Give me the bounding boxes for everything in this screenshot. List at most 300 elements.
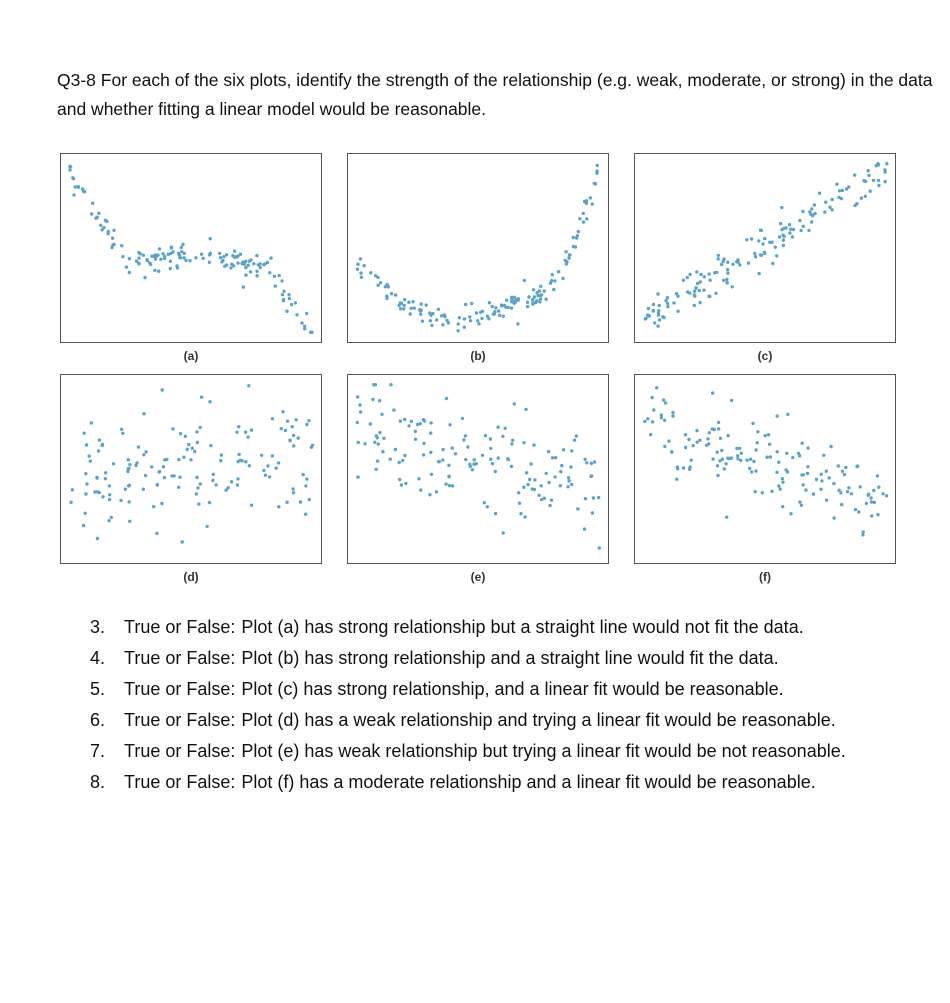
data-point (872, 179, 875, 182)
data-point (156, 253, 159, 256)
data-point (282, 290, 285, 293)
question-item (90, 705, 930, 736)
data-point (716, 464, 719, 467)
data-point (531, 301, 534, 304)
data-point (761, 242, 764, 245)
data-point (382, 437, 385, 440)
data-point (300, 321, 303, 324)
data-point (374, 383, 377, 386)
data-point (693, 304, 696, 307)
data-point (782, 227, 785, 230)
data-point (644, 317, 647, 320)
data-point (761, 491, 764, 494)
data-point (255, 254, 258, 257)
data-point (585, 461, 588, 464)
data-point (292, 491, 295, 494)
data-point (486, 315, 489, 318)
question-number: 8. (90, 772, 106, 792)
data-point (71, 488, 74, 491)
data-point (101, 444, 104, 447)
data-point (137, 261, 140, 264)
data-point (127, 484, 130, 487)
data-point (693, 293, 696, 296)
data-point (171, 427, 174, 430)
data-point (357, 441, 360, 444)
data-point (754, 448, 757, 451)
data-point (532, 288, 535, 291)
data-point (84, 512, 87, 515)
data-point (684, 446, 687, 449)
data-point (820, 479, 823, 482)
question-text: Plot (f) has a moderate relationship and a linear fit would be reasonable. (241, 772, 816, 792)
data-point (237, 425, 240, 428)
data-point (422, 442, 425, 445)
scatter-plot-f (634, 374, 896, 564)
data-point (149, 263, 152, 266)
data-point (266, 464, 269, 467)
data-point (650, 396, 653, 399)
data-point (305, 423, 308, 426)
question-number: 3. (90, 617, 106, 637)
data-point (195, 492, 198, 495)
data-point (567, 256, 570, 259)
data-point (96, 537, 99, 540)
data-point (862, 530, 865, 533)
data-point (191, 447, 194, 450)
data-point (200, 396, 203, 399)
data-point (181, 243, 184, 246)
data-point (698, 301, 701, 304)
data-point (159, 258, 162, 261)
data-point (463, 326, 466, 329)
data-point (837, 489, 840, 492)
data-point (583, 527, 586, 530)
data-point (69, 501, 72, 504)
data-point (358, 403, 361, 406)
data-point (108, 484, 111, 487)
data-point (248, 260, 251, 263)
data-point (236, 261, 239, 264)
data-point (646, 313, 649, 316)
data-point (244, 273, 247, 276)
data-point (791, 456, 794, 459)
data-point (789, 512, 792, 515)
data-point (813, 203, 816, 206)
data-point (584, 497, 587, 500)
data-point (717, 257, 720, 260)
data-point (120, 244, 123, 247)
data-point (545, 472, 548, 475)
data-point (398, 478, 401, 481)
question-text: Plot (c) has strong relationship, and a linear fit would be reasonable. (241, 679, 784, 699)
data-point (497, 456, 500, 459)
data-point (469, 465, 472, 468)
data-point (647, 307, 650, 310)
data-point (785, 452, 788, 455)
data-point (284, 429, 287, 432)
data-point (435, 490, 438, 493)
data-point (97, 212, 100, 215)
data-point (208, 261, 211, 264)
data-point (591, 511, 594, 514)
data-point (376, 459, 379, 462)
data-point (195, 430, 198, 433)
data-point (208, 501, 211, 504)
data-point (195, 476, 198, 479)
data-point (765, 456, 768, 459)
data-point (187, 443, 190, 446)
data-point (494, 306, 497, 309)
data-point (869, 190, 872, 193)
data-point (124, 488, 127, 491)
data-point (818, 192, 821, 195)
data-point (376, 284, 379, 287)
data-point (255, 274, 258, 277)
data-point (163, 458, 166, 461)
data-point (657, 311, 660, 314)
data-point (212, 473, 215, 476)
data-point (158, 247, 161, 250)
data-point (242, 285, 245, 288)
data-point (583, 458, 586, 461)
data-point (859, 485, 862, 488)
data-point (475, 311, 478, 314)
data-point (378, 431, 381, 434)
data-point (137, 256, 140, 259)
question-text: Plot (a) has strong relationship but a straight line would not fit the data. (241, 617, 804, 637)
data-point (686, 276, 689, 279)
data-point (264, 474, 267, 477)
data-point (754, 255, 757, 258)
data-point (569, 465, 572, 468)
data-point (819, 488, 822, 491)
data-point (297, 436, 300, 439)
data-point (209, 444, 212, 447)
data-point (292, 434, 295, 437)
data-point (271, 417, 274, 420)
data-point (781, 505, 784, 508)
data-point (666, 302, 669, 305)
data-point (574, 245, 577, 248)
data-point (738, 263, 741, 266)
data-point (307, 419, 310, 422)
data-point (278, 274, 281, 277)
data-point (142, 453, 145, 456)
data-point (379, 281, 382, 284)
data-point (469, 319, 472, 322)
data-point (128, 463, 131, 466)
data-point (510, 442, 513, 445)
data-point (540, 293, 543, 296)
data-point (775, 254, 778, 257)
data-point (690, 459, 693, 462)
data-point (188, 259, 191, 262)
data-point (699, 280, 702, 283)
data-point (691, 444, 694, 447)
data-point (646, 417, 649, 420)
data-point (98, 491, 101, 494)
data-point (454, 452, 457, 455)
data-point (294, 418, 297, 421)
data-point (153, 269, 156, 272)
data-point (163, 476, 166, 479)
data-point (510, 300, 513, 303)
data-point (421, 320, 424, 323)
data-point (759, 253, 762, 256)
data-point (88, 454, 91, 457)
data-point (255, 270, 258, 273)
data-point (801, 210, 804, 213)
data-point (98, 438, 101, 441)
data-point (170, 474, 173, 477)
data-point (235, 431, 238, 434)
data-point (390, 292, 393, 295)
data-point (491, 462, 494, 465)
data-point (77, 186, 80, 189)
data-point (423, 419, 426, 422)
data-point (671, 411, 674, 414)
data-point (143, 276, 146, 279)
data-point (592, 496, 595, 499)
data-point (414, 438, 417, 441)
data-point (369, 422, 372, 425)
data-point (709, 279, 712, 282)
data-point (237, 453, 240, 456)
data-point (359, 257, 362, 260)
data-point (675, 478, 678, 481)
data-point (230, 480, 233, 483)
data-point (240, 262, 243, 265)
data-point (443, 313, 446, 316)
data-point (562, 448, 565, 451)
data-point (145, 258, 148, 261)
data-point (386, 283, 389, 286)
plot-label-f: (f) (759, 570, 771, 584)
data-point (375, 468, 378, 471)
data-point (788, 231, 791, 234)
data-point (84, 472, 87, 475)
data-point (68, 168, 71, 171)
data-point (456, 329, 459, 332)
data-point (528, 478, 531, 481)
question-text: Plot (b) has strong relationship and a straight line would fit the data. (241, 648, 779, 668)
data-point (597, 496, 600, 499)
data-point (517, 491, 520, 494)
data-point (85, 482, 88, 485)
data-point (830, 208, 833, 211)
data-point (687, 438, 690, 441)
data-point (658, 318, 661, 321)
data-point (81, 187, 84, 190)
data-point (736, 454, 739, 457)
data-point (730, 399, 733, 402)
data-point (182, 256, 185, 259)
data-point (225, 253, 228, 256)
data-point (506, 457, 509, 460)
data-point (461, 417, 464, 420)
data-point (496, 426, 499, 429)
data-point (775, 471, 778, 474)
data-point (847, 486, 850, 489)
data-point (838, 189, 841, 192)
plot-f (634, 374, 896, 584)
data-point (128, 271, 131, 274)
data-point (658, 304, 661, 307)
data-point (832, 516, 835, 519)
data-point (199, 482, 202, 485)
data-point (385, 294, 388, 297)
data-point (119, 499, 122, 502)
data-point (359, 410, 362, 413)
data-point (726, 281, 729, 284)
data-point (776, 450, 779, 453)
data-point (768, 443, 771, 446)
data-point (670, 450, 673, 453)
data-point (551, 273, 554, 276)
data-point (447, 475, 450, 478)
data-point (373, 441, 376, 444)
question-number: 7. (90, 741, 106, 761)
data-point (768, 241, 771, 244)
data-point (158, 470, 161, 473)
data-point (488, 301, 491, 304)
data-point (770, 490, 773, 493)
data-point (719, 437, 722, 440)
data-point (471, 468, 474, 471)
data-point (477, 322, 480, 325)
data-point (249, 270, 252, 273)
data-point (872, 489, 875, 492)
data-point (876, 513, 879, 516)
data-point (244, 431, 247, 434)
data-point (756, 430, 759, 433)
data-point (128, 520, 131, 523)
data-point (539, 285, 542, 288)
data-point (110, 516, 113, 519)
data-point (220, 260, 223, 263)
data-point (398, 461, 401, 464)
data-point (548, 504, 551, 507)
data-point (585, 217, 588, 220)
data-point (763, 251, 766, 254)
data-point (371, 398, 374, 401)
data-point (142, 254, 145, 257)
data-point (232, 264, 235, 267)
data-point (591, 202, 594, 205)
data-point (735, 447, 738, 450)
data-point (510, 465, 513, 468)
data-point (798, 219, 801, 222)
data-point (652, 408, 655, 411)
data-point (268, 271, 271, 274)
question-number: 6. (90, 710, 106, 730)
data-point (708, 431, 711, 434)
data-point (305, 312, 308, 315)
data-point (565, 262, 568, 265)
data-point (489, 447, 492, 450)
data-point (684, 433, 687, 436)
data-point (760, 229, 763, 232)
data-point (399, 307, 402, 310)
data-point (589, 196, 592, 199)
scatter-plot-e (347, 374, 609, 564)
data-point (731, 263, 734, 266)
data-point (308, 498, 311, 501)
data-point (244, 460, 247, 463)
data-point (822, 454, 825, 457)
data-point (757, 239, 760, 242)
question-item (90, 736, 930, 767)
data-point (287, 293, 290, 296)
data-point (356, 395, 359, 398)
data-point (220, 453, 223, 456)
data-point (420, 302, 423, 305)
plot-label-a: (a) (183, 349, 199, 363)
data-point (779, 222, 782, 225)
data-point (867, 493, 870, 496)
data-point (186, 448, 189, 451)
data-point (577, 230, 580, 233)
data-point (554, 456, 557, 459)
data-point (707, 272, 710, 275)
data-point (281, 293, 284, 296)
data-point (698, 289, 701, 292)
data-point (877, 184, 880, 187)
data-point (171, 250, 174, 253)
question-item (90, 643, 930, 674)
data-point (824, 201, 827, 204)
data-point (468, 315, 471, 318)
data-point (202, 257, 205, 260)
data-point (411, 300, 414, 303)
data-point (291, 425, 294, 428)
data-point (716, 474, 719, 477)
data-point (227, 486, 230, 489)
data-point (568, 253, 571, 256)
data-point (389, 458, 392, 461)
data-point (197, 502, 200, 505)
data-point (806, 446, 809, 449)
data-point (590, 474, 593, 477)
plot-label-b: (b) (470, 349, 486, 363)
data-point (527, 295, 530, 298)
data-point (169, 260, 172, 263)
data-point (466, 445, 469, 448)
data-point (107, 519, 110, 522)
data-point (99, 224, 102, 227)
data-point (435, 318, 438, 321)
data-point (417, 477, 420, 480)
data-point (867, 174, 870, 177)
data-point (303, 325, 306, 328)
data-point (162, 465, 165, 468)
data-point (498, 314, 501, 317)
data-point (686, 290, 689, 293)
data-point (652, 309, 655, 312)
data-point (567, 476, 570, 479)
data-point (363, 264, 366, 267)
data-point (425, 303, 428, 306)
data-point (101, 495, 104, 498)
data-point (533, 488, 536, 491)
plot-label-d: (d) (183, 570, 199, 584)
data-point (801, 442, 804, 445)
data-point (169, 267, 172, 270)
data-point (823, 210, 826, 213)
data-point (305, 477, 308, 480)
data-point (274, 284, 277, 287)
data-point (441, 458, 444, 461)
